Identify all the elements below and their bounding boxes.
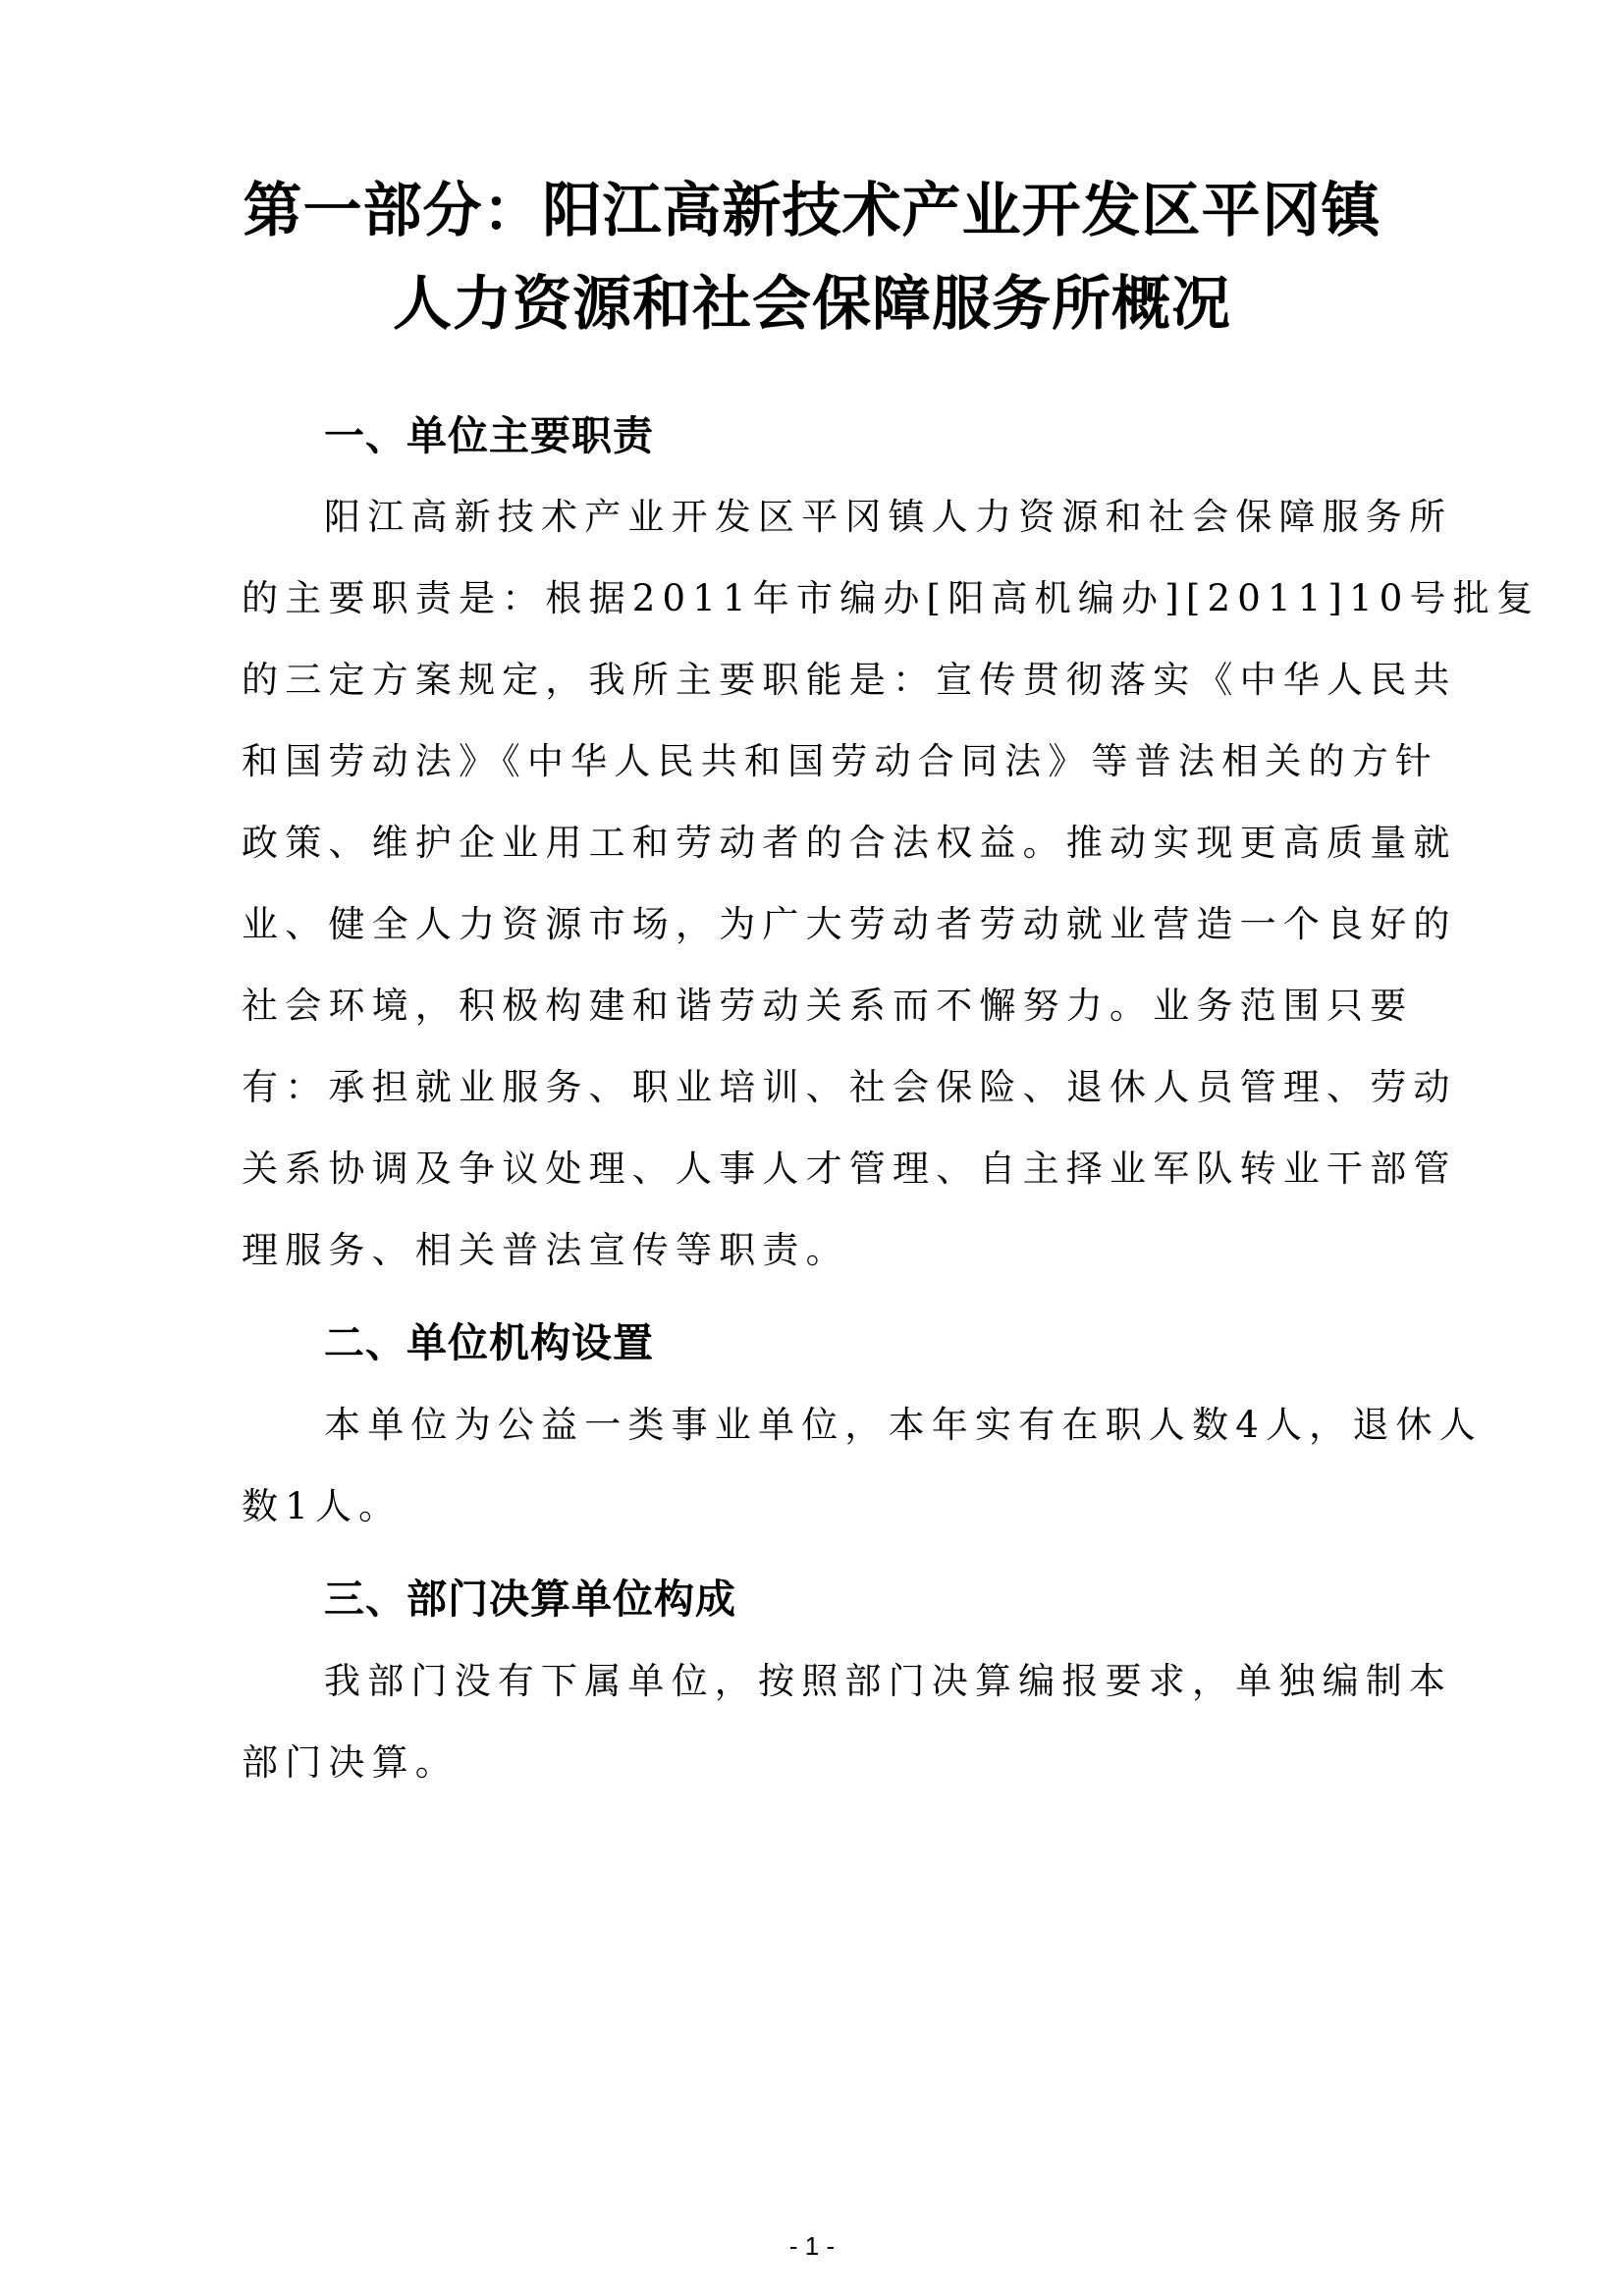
paragraph-line: 有：承担就业服务、职业培训、社会保险、退休人员管理、劳动 bbox=[242, 1066, 1457, 1108]
paragraph-line: 本单位为公益一类事业单位，本年实有在职人数4人，退休人 bbox=[324, 1404, 1483, 1446]
paragraph-line: 数1人。 bbox=[242, 1485, 403, 1527]
paragraph-line: 阳江高新技术产业开发区平冈镇人力资源和社会保障服务所 bbox=[324, 496, 1453, 538]
paragraph-line: 和国劳动法》《中华人民共和国劳动合同法》等普法相关的方针 bbox=[242, 740, 1439, 782]
section-heading-duties: 一、单位主要职责 bbox=[324, 412, 654, 459]
paragraph-line: 关系协调及争议处理、人事人才管理、自主择业军队转业干部管 bbox=[242, 1148, 1457, 1190]
paragraph-line: 社会环境，积极构建和谐劳动关系而不懈努力。业务范围只要 bbox=[242, 985, 1414, 1027]
paragraph-line: 业、健全人力资源市场，为广大劳动者劳动就业营造一个良好的 bbox=[242, 903, 1457, 945]
section-heading-organization: 二、单位机构设置 bbox=[324, 1319, 654, 1366]
paragraph-line: 的三定方案规定，我所主要职能是：宣传贯彻落实《中华人民共 bbox=[242, 659, 1457, 701]
page-title-line-1: 第一部分：阳江高新技术产业开发区平冈镇 bbox=[243, 177, 1381, 245]
section-heading-composition: 三、部门决算单位构成 bbox=[324, 1575, 736, 1623]
paragraph-line: 部门决算。 bbox=[242, 1741, 459, 1784]
paragraph-line: 政策、维护企业用工和劳动者的合法权益。推动实现更高质量就 bbox=[242, 822, 1457, 864]
paragraph-line: 理服务、相关普法宣传等职责。 bbox=[242, 1229, 849, 1271]
page-title-line-2: 人力资源和社会保障服务所概况 bbox=[393, 270, 1231, 339]
page-number: - 1 - bbox=[788, 2231, 836, 2261]
paragraph-line: 我部门没有下属单位，按照部门决算编报要求，单独编制本 bbox=[324, 1660, 1453, 1702]
paragraph-line: 的主要职责是：根据2011年市编办[阳高机编办][2011]10号批复 bbox=[242, 577, 1541, 619]
